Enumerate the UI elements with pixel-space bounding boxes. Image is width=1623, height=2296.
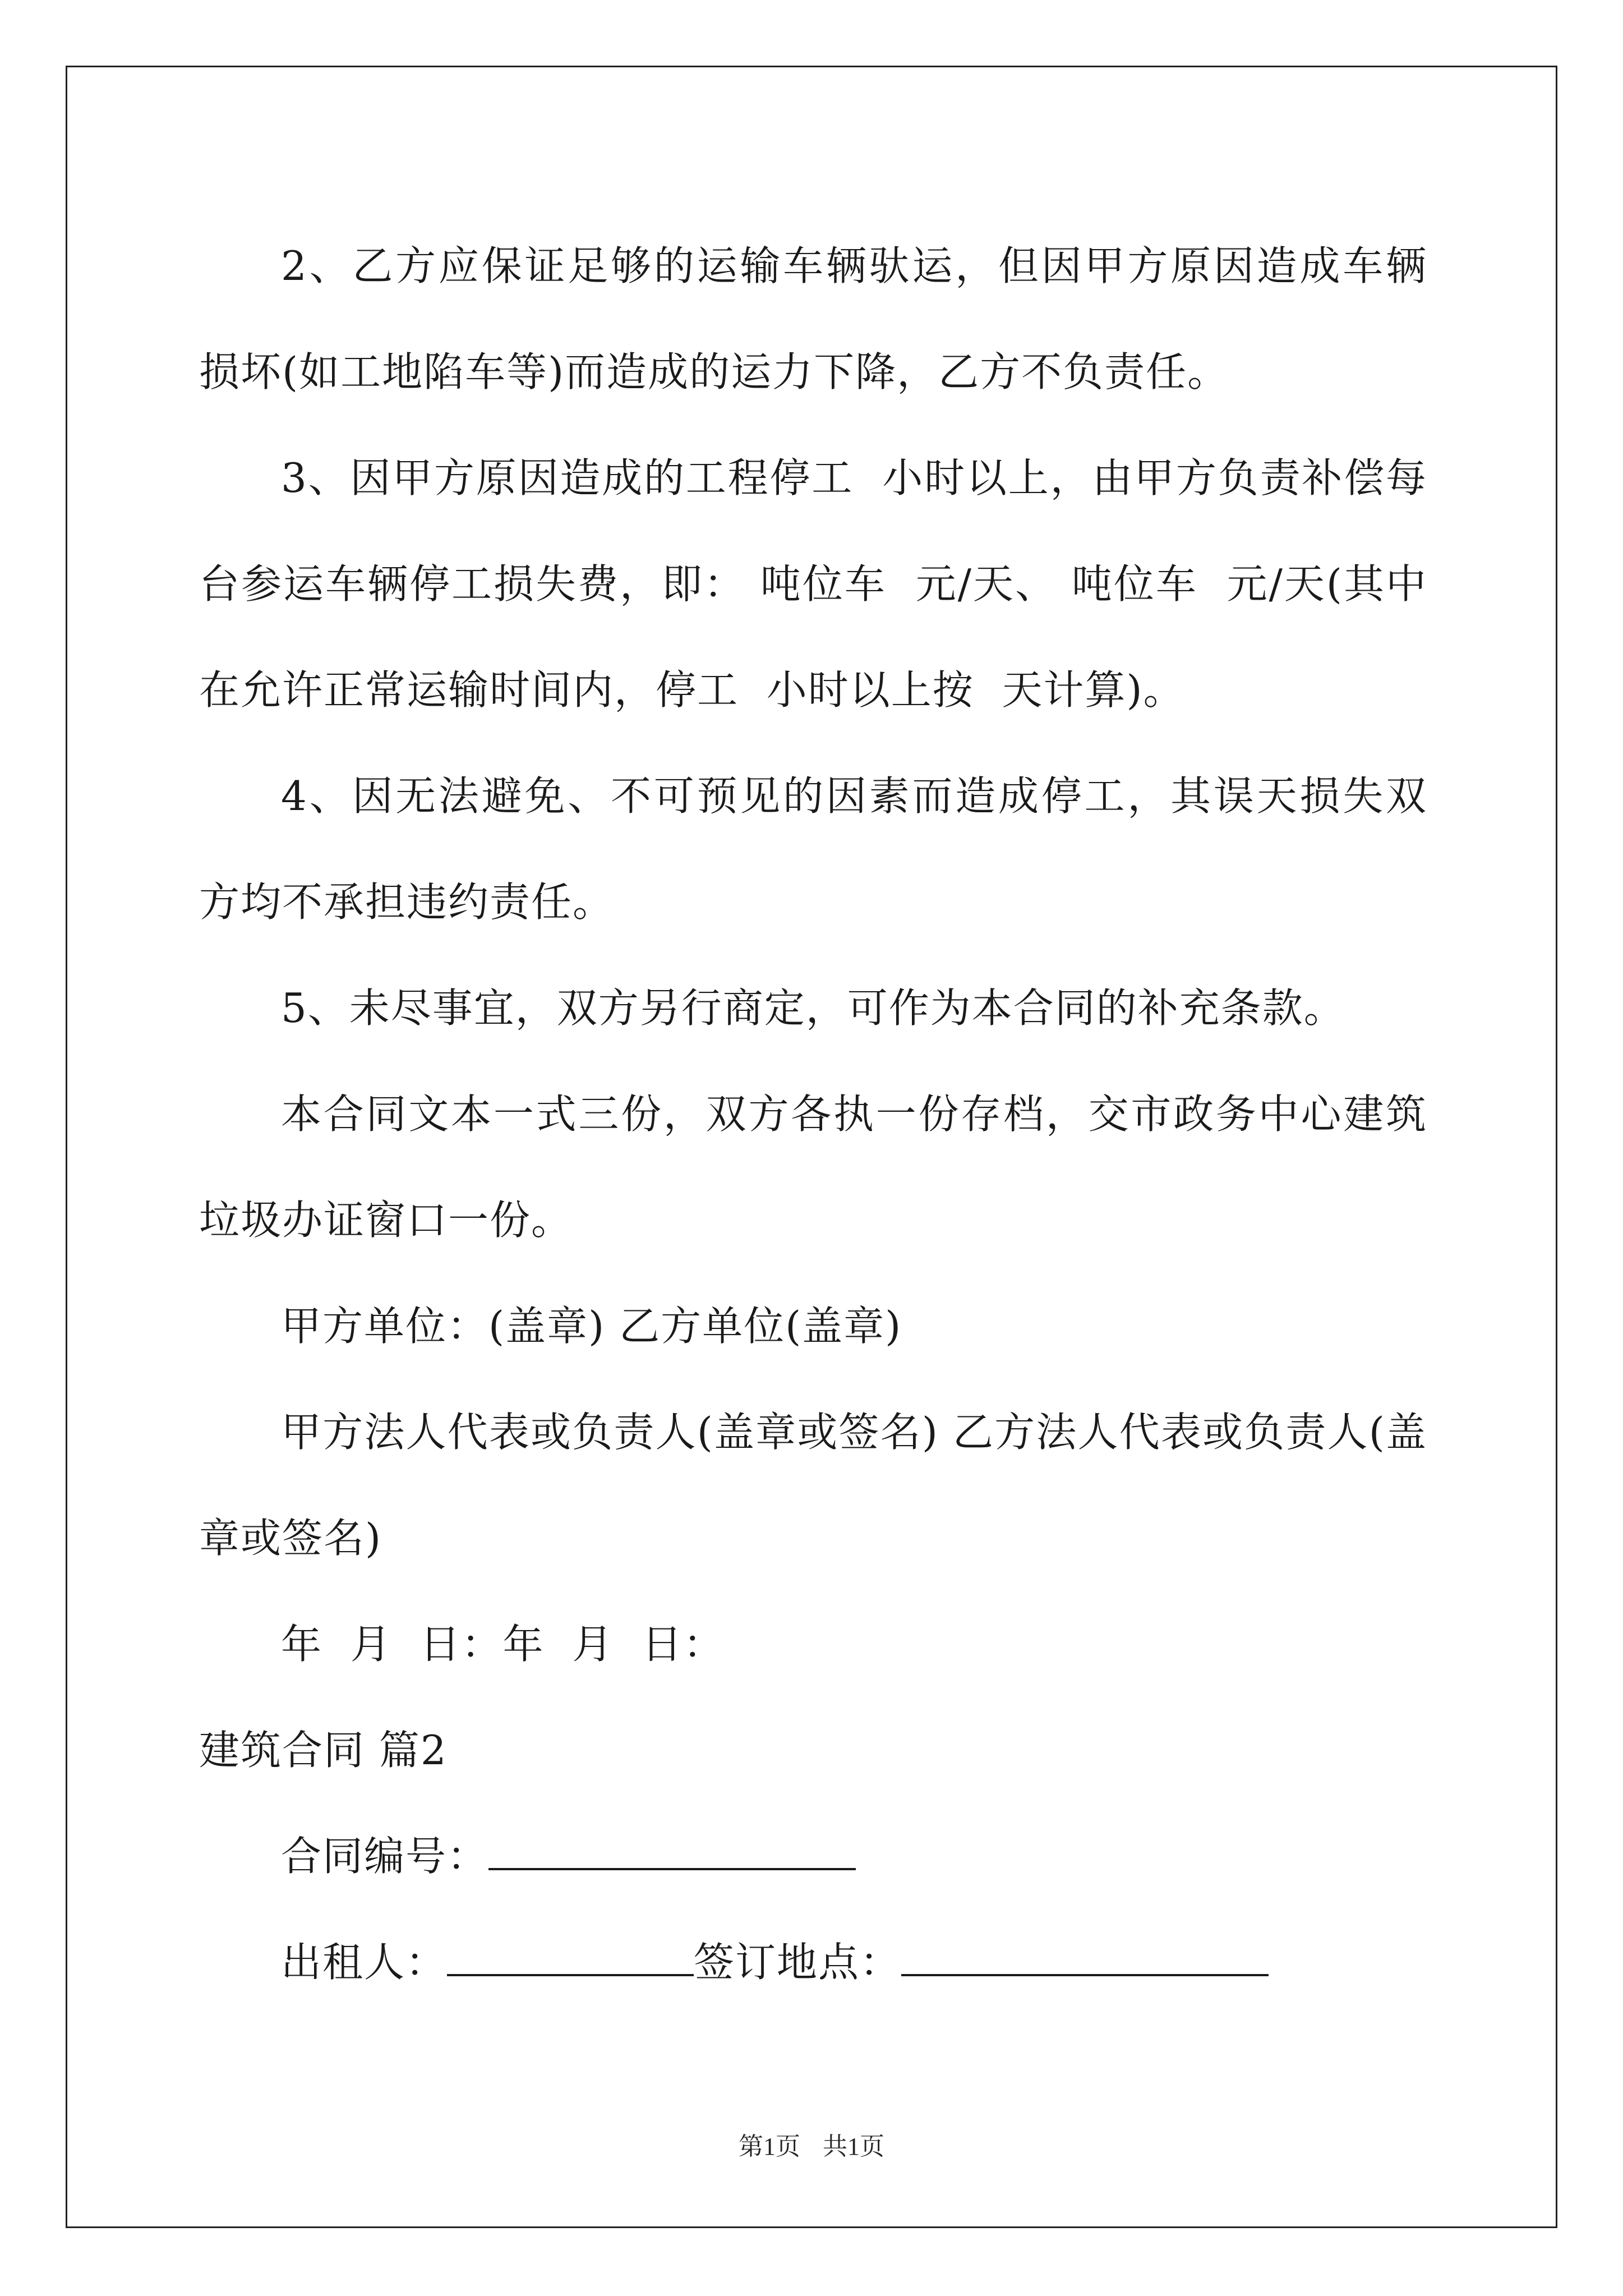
document-body [199,213,1427,2016]
signature-dates: 年 月 日：年 月 日： [281,1621,725,1668]
page-number: 第1页 [739,2133,800,2160]
section-heading: 建筑合同 篇2 [199,1727,448,1774]
contract-number-row [199,1803,1427,1910]
sign-place-blank [901,1939,1269,1976]
clause-3: 3、因甲方原因造成的工程停工 小时以上，由甲方负责补偿每台参运车辆停工损失费，即： 吨位车 元/天、 吨位车 元/天(其中在允许正常运输时间内，停工 小时以上按 天计算)。 [199,454,1427,714]
lessor-blank [447,1939,694,1976]
page-footer [0,2126,1623,2162]
clause-2: 2、乙方应保证足够的运输车辆驮运，但因甲方原因造成车辆损坏(如工地陷车等)而造成的运力下降，乙方不负责任。 [199,242,1427,395]
page-total: 共1页 [823,2133,884,2160]
lessor-label: 出租人： [281,1939,448,1986]
lessor-row [199,1910,1427,2016]
contract-number-blank [488,1833,856,1870]
party-representatives: 甲方法人代表或负责人(盖章或签名) 乙方法人代表或负责人(盖章或签名) [199,1409,1427,1562]
clause-5: 5、未尽事宜，双方另行商定，可作为本合同的补充条款。 [281,984,1345,1032]
sign-place-label: 签订地点： [694,1939,902,1986]
party-units: 甲方单位：(盖章) 乙方单位(盖章) [281,1303,902,1350]
clause-4: 4、因无法避免、不可预见的因素而造成停工，其误天损失双方均不承担违约责任。 [199,772,1427,926]
copies-clause: 本合同文本一式三份，双方各执一份存档，交市政务中心建筑垃圾办证窗口一份。 [199,1091,1427,1244]
contract-number-label: 合同编号： [281,1833,489,1880]
